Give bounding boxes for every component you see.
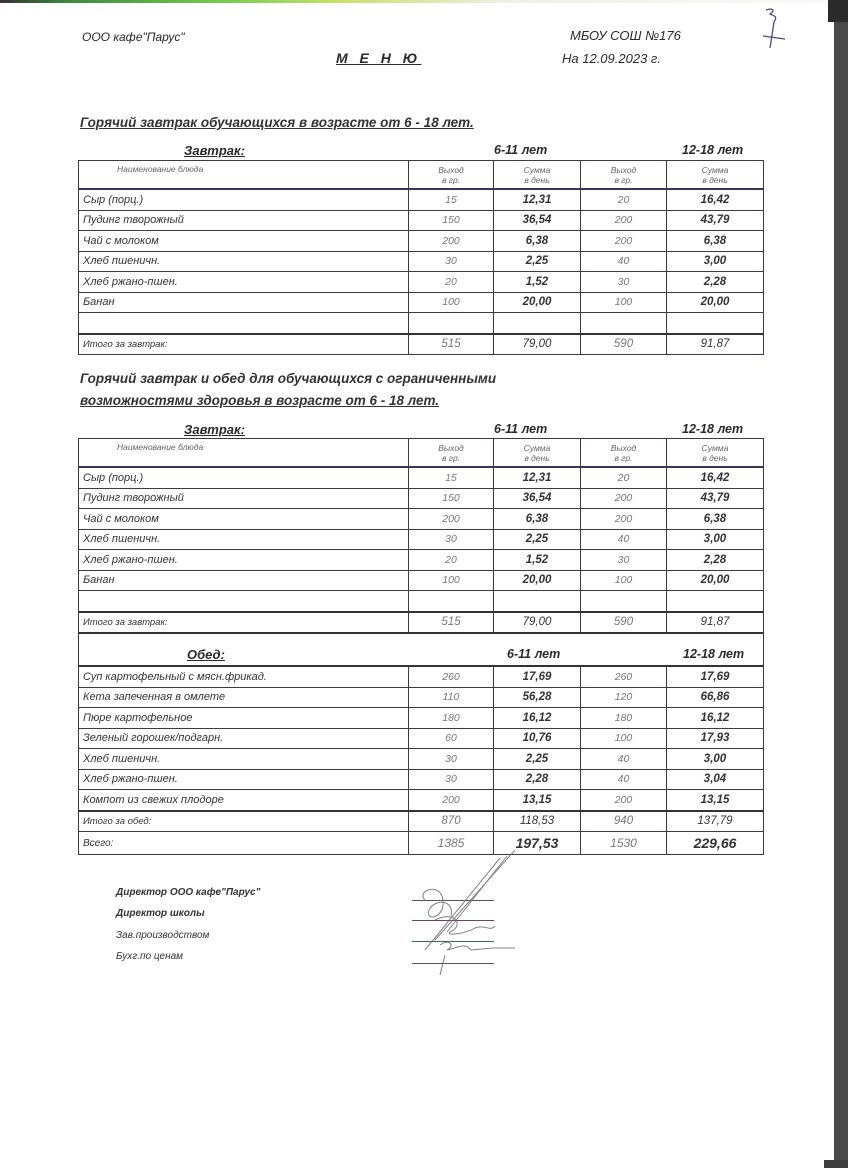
portion-12-18: 590 [581, 334, 667, 355]
price-12-18: 6,38 [667, 231, 764, 252]
dish-name: Зеленый горошек/подгарн. [79, 728, 409, 749]
portion-12-18: 20 [581, 467, 667, 488]
dish-name: Итого за обед: [79, 811, 409, 832]
portion-6-11: 200 [409, 790, 494, 811]
table-header-row [79, 161, 764, 190]
price-6-11: 1,52 [494, 550, 581, 571]
dish-name: Хлеб ржано-пшен. [79, 769, 409, 790]
portion-12-18: 200 [581, 210, 667, 231]
price-6-11: 17,69 [494, 666, 581, 687]
dish-name: Хлеб ржано-пшен. [79, 550, 409, 571]
price-12-18: 16,12 [667, 708, 764, 729]
dish-name: Пюре картофельное [79, 708, 409, 729]
portion-6-11: 15 [409, 467, 494, 488]
lunch-subheader [79, 633, 764, 666]
table-row [79, 790, 764, 811]
table-row [79, 550, 764, 571]
price-12-18: 3,00 [667, 749, 764, 770]
column-header-qty1: Выход в гр. [409, 161, 494, 190]
dish-name: Банан [79, 570, 409, 591]
age-group-2: 12-18 лет [682, 143, 744, 157]
breakfast-lunch-table [78, 438, 764, 855]
table-row [79, 231, 764, 252]
price-12-18: 20,00 [667, 570, 764, 591]
column-header-qty2: Выход в гр. [581, 439, 667, 468]
total-row [79, 334, 764, 355]
empty-cell [79, 313, 409, 334]
price-6-11: 1,52 [494, 272, 581, 293]
price-12-18: 2,28 [667, 550, 764, 571]
portion-12-18: 40 [581, 529, 667, 550]
section2-subheader [78, 422, 763, 438]
empty-cell [494, 591, 581, 612]
empty-cell [409, 313, 494, 334]
dish-name: Хлеб пшеничн. [79, 749, 409, 770]
price-12-18: 43,79 [667, 210, 764, 231]
price-12-18: 137,79 [667, 811, 764, 832]
empty-cell [409, 591, 494, 612]
portion-12-18: 1530 [581, 832, 667, 855]
table-row [79, 251, 764, 272]
price-6-11: 56,28 [494, 687, 581, 708]
dish-name: Сыр (порц.) [79, 467, 409, 488]
age-group-2: 12-18 лет [683, 647, 745, 661]
empty-cell [667, 313, 764, 334]
empty-cell [581, 313, 667, 334]
dish-name: Хлеб пшеничн. [79, 251, 409, 272]
portion-6-11: 150 [409, 210, 494, 231]
price-12-18: 43,79 [667, 488, 764, 509]
table-row [79, 467, 764, 488]
dish-name: Чай с молоком [79, 509, 409, 530]
portion-6-11: 110 [409, 687, 494, 708]
portion-12-18: 180 [581, 708, 667, 729]
price-12-18: 66,86 [667, 687, 764, 708]
dish-name: Банан [79, 292, 409, 313]
table-row [79, 210, 764, 231]
portion-12-18: 30 [581, 272, 667, 293]
price-12-18: 3,00 [667, 529, 764, 550]
portion-6-11: 515 [409, 334, 494, 355]
handwritten-signatures-icon [395, 850, 535, 980]
price-6-11: 2,25 [494, 251, 581, 272]
dish-name: Хлеб пшеничн. [79, 529, 409, 550]
portion-12-18: 100 [581, 570, 667, 591]
price-6-11: 2,28 [494, 769, 581, 790]
price-12-18: 16,42 [667, 467, 764, 488]
portion-6-11: 30 [409, 529, 494, 550]
price-6-11: 10,76 [494, 728, 581, 749]
price-12-18: 17,93 [667, 728, 764, 749]
empty-cell [494, 313, 581, 334]
portion-6-11: 100 [409, 292, 494, 313]
table-row [79, 189, 764, 210]
price-6-11: 6,38 [494, 231, 581, 252]
column-header-qty2: Выход в гр. [581, 161, 667, 190]
total-row [79, 612, 764, 634]
column-header-sum1: Сумма в день [494, 161, 581, 190]
signature-role: Директор ООО кафе"Парус" [116, 887, 261, 898]
handwritten-page-number-icon [760, 6, 790, 52]
price-6-11: 79,00 [494, 334, 581, 355]
portion-12-18: 40 [581, 749, 667, 770]
lunch-subheader-row [79, 633, 764, 666]
price-12-18: 20,00 [667, 292, 764, 313]
dish-name: Итого за завтрак: [79, 612, 409, 634]
price-12-18: 17,69 [667, 666, 764, 687]
scan-top-edge [0, 0, 848, 3]
portion-12-18: 200 [581, 231, 667, 252]
dish-name: Кета запеченная в омлете [79, 687, 409, 708]
price-12-18: 16,42 [667, 189, 764, 210]
age-group-1: 6-11 лет [507, 647, 561, 661]
portion-12-18: 260 [581, 666, 667, 687]
price-6-11: 79,00 [494, 612, 581, 634]
portion-12-18: 40 [581, 769, 667, 790]
school-name: МБОУ СОШ №176 [570, 28, 681, 43]
price-6-11: 20,00 [494, 292, 581, 313]
price-6-11: 6,38 [494, 509, 581, 530]
portion-6-11: 20 [409, 550, 494, 571]
portion-12-18: 590 [581, 612, 667, 634]
empty-cell [581, 591, 667, 612]
dish-name: Сыр (порц.) [79, 189, 409, 210]
org-name: ООО кафе"Парус" [82, 30, 185, 44]
table-row [79, 708, 764, 729]
age-group-1: 6-11 лет [494, 143, 548, 157]
table-row [79, 272, 764, 293]
section2-title-line1: Горячий завтрак и обед для обучающихся с ограниченными [80, 371, 497, 386]
column-header-qty1: Выход в гр. [409, 439, 494, 468]
empty-cell [79, 591, 409, 612]
portion-6-11: 30 [409, 769, 494, 790]
section2-title-line2: возможностями здоровья в возрасте от 6 - 18 лет. [80, 393, 440, 408]
price-6-11: 36,54 [494, 488, 581, 509]
table-row [79, 666, 764, 687]
dish-name: Пудинг творожный [79, 488, 409, 509]
empty-row [79, 313, 764, 334]
portion-6-11: 870 [409, 811, 494, 832]
price-12-18: 91,87 [667, 334, 764, 355]
portion-12-18: 20 [581, 189, 667, 210]
price-6-11: 36,54 [494, 210, 581, 231]
page-title: М Е Н Ю [336, 50, 422, 66]
portion-6-11: 15 [409, 189, 494, 210]
signature-role: Бухг.по ценам [116, 951, 184, 962]
price-6-11: 2,25 [494, 749, 581, 770]
price-6-11: 12,31 [494, 189, 581, 210]
age-group-1: 6-11 лет [494, 422, 548, 436]
portion-12-18: 30 [581, 550, 667, 571]
portion-6-11: 180 [409, 708, 494, 729]
portion-6-11: 150 [409, 488, 494, 509]
price-6-11: 2,25 [494, 529, 581, 550]
empty-row [79, 591, 764, 612]
price-12-18: 91,87 [667, 612, 764, 634]
portion-12-18: 100 [581, 728, 667, 749]
signature-role: Зав.производством [116, 930, 210, 941]
age-group-2: 12-18 лет [682, 422, 744, 436]
price-6-11: 12,31 [494, 467, 581, 488]
column-header-sum2: Сумма в день [667, 161, 764, 190]
column-header-sum2: Сумма в день [667, 439, 764, 468]
dish-name: Хлеб ржано-пшен. [79, 272, 409, 293]
table-row [79, 292, 764, 313]
table-row [79, 509, 764, 530]
price-12-18: 13,15 [667, 790, 764, 811]
column-header-sum1: Сумма в день [494, 439, 581, 468]
column-header-name: Наименование блюда [79, 439, 409, 468]
portion-6-11: 60 [409, 728, 494, 749]
portion-6-11: 515 [409, 612, 494, 634]
column-header-name: Наименование блюда [79, 161, 409, 190]
meal-label: Завтрак: [184, 422, 245, 437]
total-row [79, 811, 764, 832]
menu-date: На 12.09.2023 г. [562, 51, 661, 66]
portion-6-11: 20 [409, 272, 494, 293]
portion-6-11: 200 [409, 509, 494, 530]
scan-right-edge [834, 0, 848, 1168]
table-header-row [79, 439, 764, 468]
portion-6-11: 100 [409, 570, 494, 591]
portion-6-11: 30 [409, 749, 494, 770]
dish-name: Всего: [79, 832, 409, 855]
portion-12-18: 200 [581, 509, 667, 530]
price-12-18: 6,38 [667, 509, 764, 530]
portion-6-11: 1385 [409, 832, 494, 855]
portion-12-18: 120 [581, 687, 667, 708]
dish-name: Итого за завтрак: [79, 334, 409, 355]
meal-label: Завтрак: [184, 143, 245, 158]
meal-label: Обед: [187, 647, 225, 662]
table-row [79, 529, 764, 550]
portion-6-11: 200 [409, 231, 494, 252]
price-6-11: 197,53 [494, 832, 581, 855]
portion-12-18: 100 [581, 292, 667, 313]
price-12-18: 3,04 [667, 769, 764, 790]
price-12-18: 2,28 [667, 272, 764, 293]
dish-name: Пудинг творожный [79, 210, 409, 231]
portion-12-18: 200 [581, 488, 667, 509]
portion-6-11: 260 [409, 666, 494, 687]
table-row [79, 687, 764, 708]
price-6-11: 118,53 [494, 811, 581, 832]
price-12-18: 3,00 [667, 251, 764, 272]
dish-name: Суп картофельный с мясн.фрикад. [79, 666, 409, 687]
price-6-11: 20,00 [494, 570, 581, 591]
price-12-18: 229,66 [667, 832, 764, 855]
dish-name: Чай с молоком [79, 231, 409, 252]
price-6-11: 16,12 [494, 708, 581, 729]
dish-name: Компот из свежих плодоре [79, 790, 409, 811]
portion-12-18: 40 [581, 251, 667, 272]
portion-6-11: 30 [409, 251, 494, 272]
table-row [79, 728, 764, 749]
empty-cell [667, 591, 764, 612]
signature-role: Директор школы [116, 908, 205, 919]
section1-title: Горячий завтрак обучающихся в возрасте от 6 - 18 лет. [80, 115, 474, 130]
table-row [79, 769, 764, 790]
table-row [79, 570, 764, 591]
section1-subheader [78, 143, 763, 159]
breakfast-table [78, 160, 764, 355]
portion-12-18: 200 [581, 790, 667, 811]
table-row [79, 749, 764, 770]
price-6-11: 13,15 [494, 790, 581, 811]
table-row [79, 488, 764, 509]
portion-12-18: 940 [581, 811, 667, 832]
